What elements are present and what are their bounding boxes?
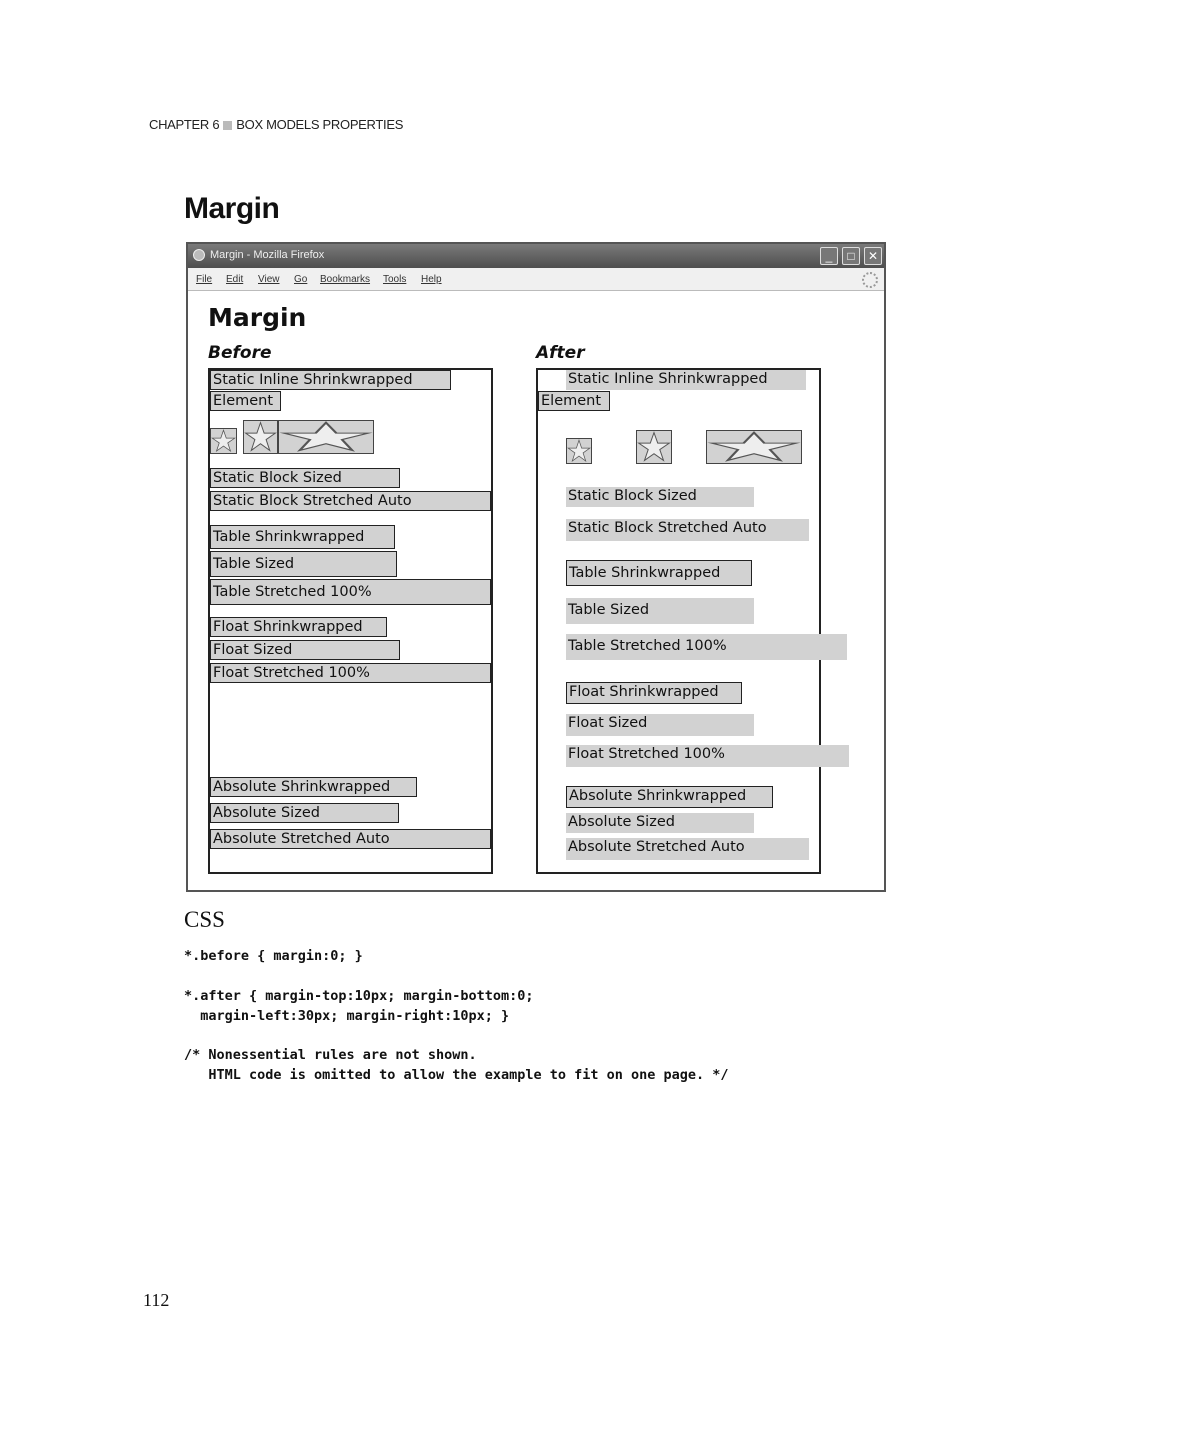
- menu-view[interactable]: View: [258, 274, 280, 285]
- list-item: Absolute Stretched Auto: [210, 829, 491, 849]
- list-item: Static Block Stretched Auto: [566, 519, 809, 541]
- list-item: Float Shrinkwrapped: [210, 617, 387, 637]
- list-item: Static Block Sized: [566, 487, 754, 507]
- running-header: [149, 117, 403, 132]
- menu-bookmarks[interactable]: Bookmarks: [320, 274, 371, 285]
- list-item: Float Sized: [210, 640, 400, 660]
- throbber-icon: [862, 272, 878, 288]
- star-image-medium: [636, 430, 672, 464]
- star-image-small: [566, 438, 592, 464]
- page-content: [188, 291, 884, 890]
- code-line: *.after { margin-top:10px; margin-bottom:0;: [184, 988, 534, 1004]
- after-column: [536, 368, 821, 874]
- before-label: Before: [208, 343, 272, 363]
- star-image-medium: [243, 420, 278, 454]
- list-item: Float Sized: [566, 714, 754, 736]
- star-image-wide: [706, 430, 802, 464]
- menu-go[interactable]: Go: [294, 274, 308, 285]
- code-line: *.before { margin:0; }: [184, 948, 363, 964]
- firefox-icon: [193, 249, 205, 261]
- list-item: Static Block Sized: [210, 468, 400, 488]
- before-column: [208, 368, 493, 874]
- example-heading: Margin: [208, 303, 307, 332]
- star-image-wide: [278, 420, 374, 454]
- list-item: Absolute Sized: [210, 803, 399, 823]
- css-heading: CSS: [184, 907, 225, 932]
- list-item: Absolute Shrinkwrapped: [210, 777, 417, 797]
- maximize-button[interactable]: □: [842, 247, 860, 265]
- window-title: Margin - Mozilla Firefox: [210, 249, 325, 261]
- list-item: Absolute Stretched Auto: [566, 838, 809, 860]
- code-line: HTML code is omitted to allow the example to fit on one page. */: [184, 1067, 729, 1083]
- separator-square: [223, 121, 232, 130]
- list-item: Table Sized: [210, 551, 397, 577]
- menu-file[interactable]: File: [196, 274, 213, 285]
- browser-window: [186, 242, 886, 892]
- after-inline-line2: Element: [538, 391, 610, 411]
- list-item: Absolute Shrinkwrapped: [566, 786, 773, 808]
- window-titlebar: [188, 244, 884, 268]
- menu-edit[interactable]: Edit: [226, 274, 244, 285]
- code-line: /* Nonessential rules are not shown.: [184, 1047, 477, 1063]
- section-title: Margin: [184, 192, 280, 225]
- after-inline-line1: Static Inline Shrinkwrapped: [566, 370, 806, 390]
- before-inline-line1: Static Inline Shrinkwrapped: [210, 370, 451, 390]
- list-item: Float Stretched 100%: [210, 663, 491, 683]
- close-button[interactable]: ✕: [864, 247, 882, 265]
- list-item: Static Block Stretched Auto: [210, 491, 491, 511]
- menu-help[interactable]: Help: [421, 274, 442, 285]
- list-item: Table Stretched 100%: [210, 579, 491, 605]
- list-item: Table Shrinkwrapped: [210, 525, 395, 549]
- list-item: Float Stretched 100%: [566, 745, 849, 767]
- minimize-button[interactable]: _: [820, 247, 838, 265]
- page-number: 112: [143, 1290, 170, 1310]
- code-line: margin-left:30px; margin-right:10px; }: [184, 1008, 510, 1024]
- list-item: Float Shrinkwrapped: [566, 682, 742, 704]
- before-inline-line2: Element: [210, 391, 281, 411]
- list-item: Absolute Sized: [566, 813, 754, 833]
- menu-tools[interactable]: Tools: [383, 274, 407, 285]
- chapter-label: CHAPTER 6: [149, 117, 220, 132]
- after-label: After: [536, 343, 585, 363]
- menu-bar: [188, 268, 884, 291]
- list-item: Table Shrinkwrapped: [566, 560, 752, 586]
- section-label: BOX MODELS PROPERTIES: [236, 117, 404, 132]
- star-image-small: [210, 428, 237, 454]
- list-item: Table Sized: [566, 598, 754, 624]
- list-item: Table Stretched 100%: [566, 634, 847, 660]
